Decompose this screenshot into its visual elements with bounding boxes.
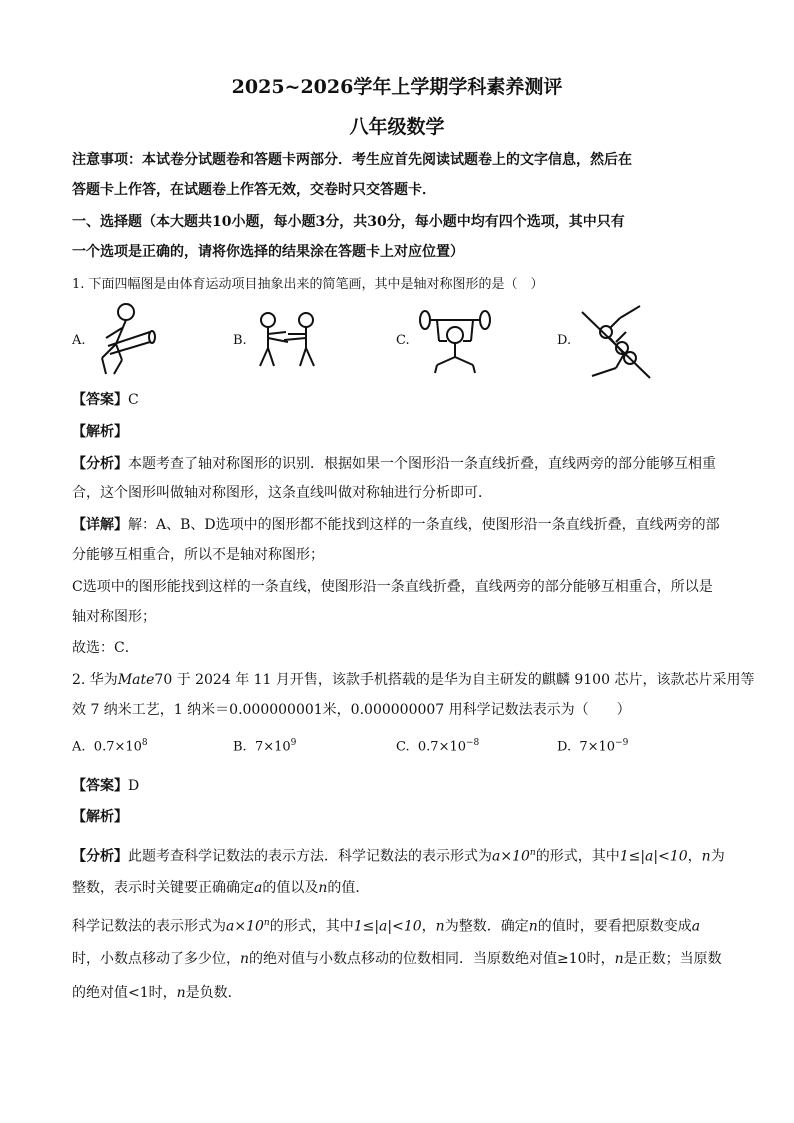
q1-option-c-label: C. <box>396 333 410 348</box>
q2-option-a <box>72 738 148 754</box>
q2-p1-formula: a×10 <box>226 918 264 935</box>
notice-line-1: 注意事项：本试卷分试题卷和答题卡两部分．考生应首先阅读试题卷上的文字信息，然后在 <box>72 152 632 168</box>
analysis-tag: 【解析】 <box>72 809 128 825</box>
q2-option-d-letter: D. <box>557 739 572 755</box>
analysis-tag: 【解析】 <box>72 424 128 440</box>
exam-subtitle: 八年级数学 <box>349 116 445 138</box>
q1-xiangjie-line-4: 轴对称图形； <box>72 609 156 625</box>
q2-option-c <box>396 738 479 754</box>
q2-p1-range: 1≤|a|<10 <box>353 918 422 935</box>
q2-p2-text-a: 时，小数点移动了多少位， <box>72 951 240 967</box>
q2-p1-a2: a <box>691 918 701 935</box>
q1-xiangjie-line-3: C选项中的图形能找到这样的一条直线，使图形沿一条直线折叠，直线两旁的部分能够互相重合，所以是 <box>72 579 713 595</box>
q2-fenxi2-a: a <box>254 880 263 896</box>
q2-p1-text-d: 为整数．确定 <box>444 918 529 935</box>
answer-tag: 【答案】 <box>72 778 128 794</box>
q2-p3-text-b: 是负数． <box>185 985 242 1001</box>
q2-option-b <box>233 738 296 754</box>
q2-fenxi-line-2 <box>72 878 722 898</box>
q1-stem: 1. 下面四幅图是由体育运动项目抽象出来的简笔画，其中是轴对称图形的是（ ） <box>72 277 544 292</box>
q2-p1-n: n <box>435 918 445 935</box>
q2-p1-text-c: ， <box>421 918 436 935</box>
q2-p2-text-b: 的绝对值与小数点移动的位数相同．当原数绝对值≥10时， <box>249 951 615 967</box>
q2-option-c-exp: −8 <box>466 738 480 748</box>
q2-stem-rest: 70 于 2024 年 11 月开售，该款手机搭载的是华为自主研发的麒麟 9100 芯片，该款芯片采用等 <box>154 672 755 688</box>
q2-p2-n2: n <box>614 951 624 967</box>
q2-p1-text-e: 的值时，要看把原数变成 <box>537 918 692 935</box>
q2-option-b-base: 7×10 <box>254 739 291 755</box>
q1-option-b-label: B. <box>233 333 247 348</box>
q2-fenxi-n: n <box>701 848 711 865</box>
q2-fenxi-formula: a×10 <box>492 848 530 865</box>
q2-analysis-tag <box>72 807 722 827</box>
q2-option-d <box>557 738 628 754</box>
q2-answer-value: D <box>128 778 140 794</box>
q2-fenxi-line-1 <box>72 843 725 867</box>
q2-option-d-base: 7×10 <box>579 739 616 755</box>
q2-fenxi2-text-a: 整数，表示时关键要正确确定 <box>72 880 254 896</box>
q1-fenxi-line-1 <box>72 454 722 474</box>
q2-fenxi-text-c: ， <box>687 848 702 865</box>
q2-p3-n: n <box>176 985 186 1001</box>
q1-analysis-tag <box>72 422 722 442</box>
q2-stem-prefix: 2. 华为 <box>72 672 118 688</box>
q2-option-a-base: 0.7×10 <box>93 739 142 755</box>
q1-conclusion: 故选：C． <box>72 640 139 656</box>
q2-fenxi2-text-b: 的值以及 <box>262 880 319 896</box>
q2-p1-n2: n <box>528 918 538 935</box>
q2-option-b-letter: B. <box>233 739 247 755</box>
q1-fenxi-line-2: 合，这个图形叫做轴对称图形，这条直线叫做对称轴进行分析即可． <box>72 485 492 501</box>
q1-xiangjie-line-2: 分能够互相重合，所以不是轴对称图形； <box>72 547 324 563</box>
q2-p1-formula-exp: n <box>263 918 270 928</box>
q2-stem-mate: Mate <box>117 672 155 688</box>
xiangjie-tag: 【详解】 <box>72 517 128 533</box>
q1-fenxi-text-1: 本题考查了轴对称图形的识别．根据如果一个图形沿一条直线折叠，直线两旁的部分能够互相重 <box>128 456 716 472</box>
answer-tag: 【答案】 <box>72 392 128 408</box>
q2-fenxi-text-d: 为 <box>710 848 725 865</box>
exam-title: 2025~2026学年上学期学科素养测评 <box>231 76 563 98</box>
q2-fenxi-text-a: 此题考查科学记数法的表示方法．科学记数法的表示形式为 <box>128 848 492 865</box>
q2-p1-text-b: 的形式，其中 <box>269 918 354 935</box>
q1-figure-c <box>415 305 495 375</box>
q2-option-a-letter: A. <box>72 739 86 755</box>
fenxi-tag: 【分析】 <box>72 456 128 472</box>
q2-stem-line-1 <box>72 670 755 690</box>
q1-figure-a <box>92 300 162 382</box>
q2-option-c-base: 0.7×10 <box>417 739 466 755</box>
q2-p2-n: n <box>240 951 250 967</box>
q1-xiangjie-line-1 <box>72 515 722 535</box>
q2-p3-text-a: 的绝对值<1时， <box>72 985 177 1001</box>
q2-detail-line-3 <box>72 983 722 1003</box>
q2-fenxi2-n: n <box>318 880 328 896</box>
q2-p1-text-a: 科学记数法的表示形式为 <box>72 918 226 935</box>
section-heading-line-1: 一、选择题（本大题共10小题，每小题3分，共30分，每小题中均有四个选项，其中只有 <box>72 214 625 230</box>
q1-answer <box>72 390 722 410</box>
q2-fenxi-text-b: 的形式，其中 <box>535 848 620 865</box>
q2-answer <box>72 776 722 796</box>
q2-fenxi-formula-exp: n <box>529 848 536 858</box>
q1-answer-value: C <box>128 392 139 408</box>
q2-option-d-exp: −9 <box>615 738 629 748</box>
q2-stem-line-2: 效 7 纳米工艺，1 纳米＝0.000000001米，0.000000007 用科学记数法表示为（ ） <box>72 702 631 718</box>
q2-p2-text-c: 是正数；当原数 <box>623 951 722 967</box>
q2-option-b-exp: 9 <box>290 738 297 748</box>
q1-xiangjie-text-1: 解：A、B、D选项中的图形都不能找到这样的一条直线，使图形沿一条直线折叠，直线两旁的部 <box>128 517 720 533</box>
q1-figure-b <box>250 308 325 370</box>
q2-fenxi-range: 1≤|a|<10 <box>619 848 688 865</box>
q2-fenxi2-text-c: 的值． <box>327 880 370 896</box>
q1-option-d-label: D. <box>557 333 572 348</box>
fenxi-tag: 【分析】 <box>72 848 128 865</box>
notice-line-2: 答题卡上作答，在试题卷上作答无效，交卷时只交答题卡． <box>72 182 436 198</box>
q2-detail-line-1 <box>72 913 722 937</box>
section-heading-line-2: 一个选项是正确的，请将你选择的结果涂在答题卡上对应位置） <box>72 244 464 260</box>
q2-option-a-exp: 8 <box>141 738 148 748</box>
q2-detail-line-2 <box>72 949 722 969</box>
q2-option-c-letter: C. <box>396 739 410 755</box>
q1-figure-d <box>580 302 660 384</box>
q1-option-a-label: A. <box>72 333 86 348</box>
